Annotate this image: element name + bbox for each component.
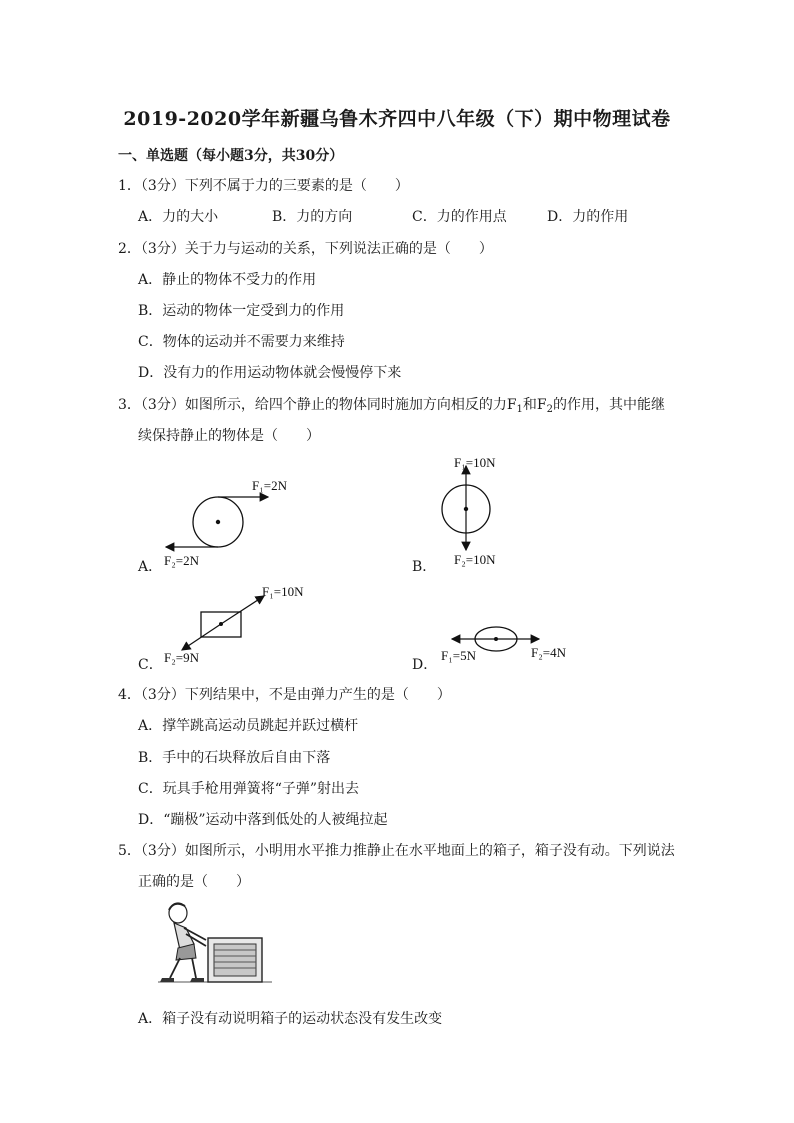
question-1-option-c[interactable]: C．力的作用点: [412, 209, 507, 225]
question-3-stem-line1: [118, 396, 665, 419]
figure-d-diagram: [435, 618, 590, 668]
question-1-option-b[interactable]: B．力的方向: [272, 209, 353, 225]
figure-a-label[interactable]: A．: [138, 559, 163, 575]
figure-c-f1-arrow: [221, 596, 264, 624]
figure-a-diagram: [150, 470, 320, 575]
figure-b-f1-label: F₁=10N: [454, 455, 496, 470]
question-4-option-c[interactable]: C．玩具手枪用弹簧将“子弹”射出去: [138, 781, 360, 797]
section-heading: 一、单选题（每小题3分，共30分）: [118, 148, 344, 164]
figure-a-f1-label: F₁=2N: [252, 478, 287, 493]
figure-b-label[interactable]: B．: [412, 559, 437, 575]
question-4-option-d[interactable]: D．“蹦极”运动中落到低处的人被绳拉起: [138, 812, 388, 828]
question-5-option-a[interactable]: A．箱子没有动说明箱子的运动状态没有发生改变: [138, 1011, 443, 1027]
q3-sub-2: 2: [546, 404, 553, 415]
figure-b-f2-label: F₂=10N: [454, 552, 496, 567]
figure-a-center-dot: [216, 520, 220, 524]
question-2-option-d[interactable]: D．没有力的作用运动物体就会慢慢停下来: [138, 365, 402, 381]
page-title: 2019-2020学年新疆乌鲁木齐四中八年级（下）期中物理试卷: [123, 108, 671, 130]
figure-c-f1-label: F₁=10N: [262, 584, 304, 599]
question-2-option-a[interactable]: A．静止的物体不受力的作用: [138, 272, 317, 288]
q3-sub-1: 1: [516, 404, 523, 415]
q3-text-b: 和F: [522, 397, 547, 413]
question-1-option-a[interactable]: A．力的大小: [138, 209, 219, 225]
q3-text-a: 3．（3分）如图所示，给四个静止的物体同时施加方向相反的力F: [118, 397, 517, 413]
figure-c-label[interactable]: C．: [138, 657, 163, 673]
figure-d-f1-label: F₁=5N: [441, 648, 476, 663]
question-4-option-b[interactable]: B．手中的石块释放后自由下落: [138, 750, 331, 766]
question-4-stem: 4．（3分）下列结果中，不是由弹力产生的是（ ）: [118, 687, 451, 703]
figure-d-f2-label: F₂=4N: [531, 645, 566, 660]
question-2-option-c[interactable]: C．物体的运动并不需要力来维持: [138, 334, 345, 350]
question-3-stem-line2: 续保持静止的物体是（ ）: [138, 428, 320, 444]
question-1-option-d[interactable]: D．力的作用: [547, 209, 629, 225]
question-2-stem: 2．（3分）关于力与运动的关系，下列说法正确的是（ ）: [118, 241, 493, 257]
question-1-stem: 1．（3分）下列不属于力的三要素的是（ ）: [118, 178, 409, 194]
question-2-option-b[interactable]: B．运动的物体一定受到力的作用: [138, 303, 345, 319]
boy-pushing-box-illustration: [152, 898, 277, 988]
q3-text-c: 的作用，其中能继: [553, 397, 665, 413]
figure-b-diagram: [430, 450, 530, 570]
question-5-stem-line1: 5．（3分）如图所示，小明用水平推力推静止在水平地面上的箱子，箱子没有动。下列说法: [118, 843, 675, 859]
figure-c-f2-label: F₂=9N: [164, 650, 199, 665]
question-5-stem-line2: 正确的是（ ）: [138, 874, 250, 890]
figure-c-diagram: [150, 578, 330, 673]
figure-a-f2-label: F₂=2N: [164, 553, 199, 568]
figure-d-label[interactable]: D．: [412, 657, 438, 673]
question-4-option-a[interactable]: A．撑竿跳高运动员跳起并跃过横杆: [138, 718, 359, 734]
